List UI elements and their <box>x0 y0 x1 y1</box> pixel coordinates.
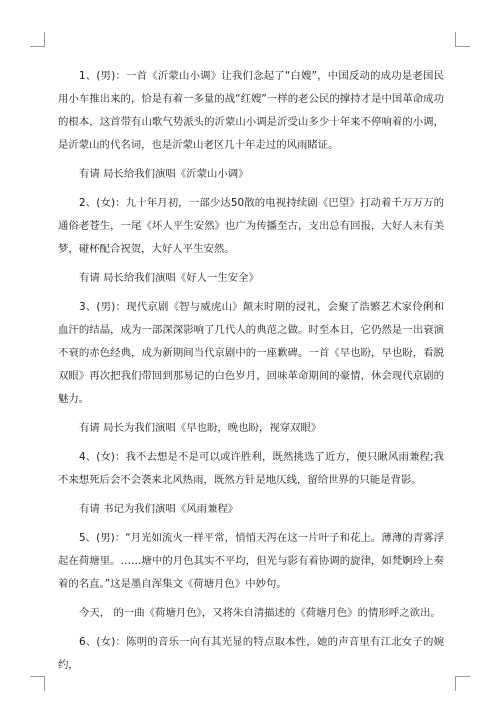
crop-mark-top-left <box>30 32 45 47</box>
paragraph-5-male: 5、(男)：“月光如流火一样平常，悄悄天泻在这一片叶子和花上。薄薄的青雾浮起在荷塘里。……塘中的月色其实不平均，但光与影有着协调的旋律，如梵婀玲上奏着的名直。”这是墨自浑集文《荷塘月色》中妙句。 <box>58 532 444 590</box>
paragraph-2-female: 2、(女)：九十年月初，一部少达50散的电视持续剧《巴望》打动着千万万万的通俗老苍生，一尾《坏人平生安然》也广为传播至古，支出总有回报，大好人末有美梦，碰杯配合祝贺，大好人平生安然。 <box>58 197 444 255</box>
paragraph-6-female: 6、(女)：陈明的音乐一向有其光显的特点取本性，她的声音里有江北女子的婉约， <box>58 636 444 671</box>
paragraph-1-male: 1、(男)：一首《沂蒙山小调》让我们念起了“白嫂”，中国反动的成功是老国民用小车推出来的，恰是有着一多量的战“红嫂”一样的老公民的撑持才是中国革命成功的根本，这首带有山歌气势派头的沂蒙山小调是沂受山多少十年来不停响着的小调，是沂蒙山的代名词，也是沂蒙山老区几十年走过的风雨睹证。 <box>58 70 444 151</box>
crop-mark-top-right <box>455 32 470 47</box>
crop-mark-bottom-right <box>455 676 470 691</box>
paragraph-4-female: 4、(女)：我不去想是不是可以或许胜利，既然挑选了近方，便只瞅风雨兼程;我不来想死后会不会袭来北风热雨，既然方针是地仄线，留给世界的只能是背影。 <box>58 451 444 486</box>
invitation-2: 有请 局长给我们演唱《好人一生安全》 <box>79 272 259 284</box>
paragraph-3-male: 3、(男)：现代京剧《智与威虎山》颠末时期的浸礼，会聚了浩繁艺术家伶俐和血汗的结晶，成为一部深深影响了几代人的典范之做。时至本日，它仍然是一出衰演不衰的赤色经典，成为新期间当代京剧中的一座歉碑。一首《早也盼，早也盼，看脱双眼》再次把我们带回到那易记的白色岁月，回味革命期间的豪情，休会现代京剧的魅力。 <box>58 301 444 405</box>
invitation-1: 有请 局长给我们演唱《沂蒙山小调》 <box>79 168 249 180</box>
invitation-4: 有请 书记为我们演唱《风雨兼程》 <box>79 503 239 515</box>
crop-mark-bottom-left <box>30 676 45 691</box>
invitation-5: 今天， 的一曲《荷塘月色》，又将朱自清描述的《荷塘月色》的情形呼之欲出。 <box>79 607 441 619</box>
invitation-3: 有请 局长为我们演唱《早也盼，晚也盼，视穿双眼》 <box>79 422 322 434</box>
document-body <box>58 65 444 683</box>
